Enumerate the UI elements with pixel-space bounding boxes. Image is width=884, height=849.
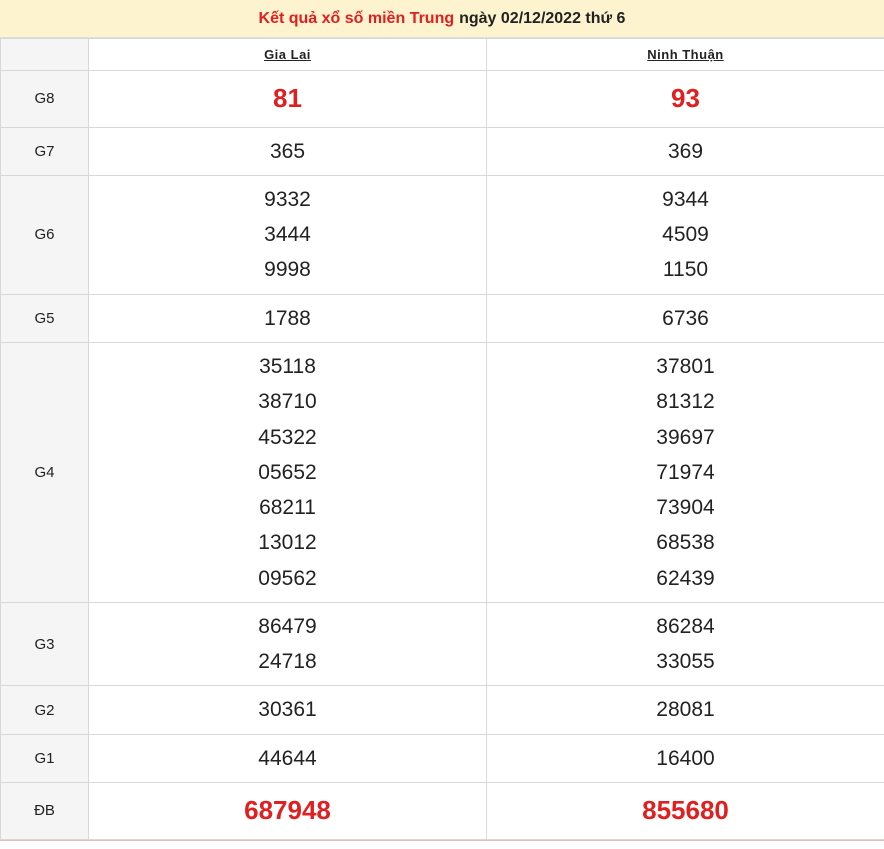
prize-label: G2 [1,686,89,734]
table-header [1,39,884,71]
page-title-region: Kết quả xổ số miền Trung [259,10,455,28]
lottery-number: 44644 [89,741,486,776]
lottery-number: 09562 [89,561,486,596]
lottery-number: 35118 [89,349,486,384]
footer-divider [0,840,884,849]
page-title-date: ngày 02/12/2022 thứ 6 [459,10,625,28]
prize-numbers-ninh-thuan [487,71,884,128]
lottery-number: 81312 [487,384,884,419]
prize-numbers-gia-lai [89,127,487,175]
lottery-number: 62439 [487,561,884,596]
prize-numbers-ninh-thuan [487,343,884,603]
lottery-number: 16400 [487,741,884,776]
table-row [1,127,884,175]
prize-label: ĐB [1,782,89,839]
prize-label: G7 [1,127,89,175]
lottery-number: 37801 [487,349,884,384]
column-header-province-1 [89,39,487,71]
lottery-number: 1150 [487,252,884,287]
lottery-results-table [0,38,884,840]
lottery-number: 9344 [487,182,884,217]
prize-numbers-gia-lai [89,686,487,734]
table-row [1,686,884,734]
prize-label: G6 [1,175,89,294]
prize-label: G3 [1,602,89,686]
lottery-number: 33055 [487,644,884,679]
lottery-number: 1788 [89,301,486,336]
lottery-number: 9332 [89,182,486,217]
province-name-gia-lai[interactable]: Gia Lai [264,47,311,62]
table-row [1,782,884,839]
lottery-number: 365 [89,134,486,169]
lottery-number: 39697 [487,420,884,455]
lottery-number: 13012 [89,525,486,560]
prize-numbers-ninh-thuan [487,175,884,294]
prize-numbers-ninh-thuan [487,127,884,175]
prize-label: G4 [1,343,89,603]
lottery-number: 93 [487,77,884,121]
lottery-number: 3444 [89,217,486,252]
lottery-number: 4509 [487,217,884,252]
lottery-number: 38710 [89,384,486,419]
prize-numbers-ninh-thuan [487,734,884,782]
column-header-province-2 [487,39,884,71]
table-header-row [1,39,884,71]
prize-numbers-ninh-thuan [487,602,884,686]
lottery-number: 30361 [89,692,486,727]
lottery-number: 24718 [89,644,486,679]
prize-numbers-gia-lai [89,782,487,839]
prize-numbers-gia-lai [89,175,487,294]
lottery-number: 68211 [89,490,486,525]
lottery-number: 9998 [89,252,486,287]
prize-numbers-ninh-thuan [487,294,884,342]
province-name-ninh-thuan[interactable]: Ninh Thuận [647,47,724,62]
prize-numbers-gia-lai [89,734,487,782]
column-header-prize [1,39,89,71]
lottery-number: 6736 [487,301,884,336]
lottery-number: 86479 [89,609,486,644]
lottery-number: 68538 [487,525,884,560]
lottery-number: 73904 [487,490,884,525]
page-header [0,0,884,38]
table-row [1,175,884,294]
table-row [1,294,884,342]
lottery-number: 28081 [487,692,884,727]
prize-numbers-gia-lai [89,602,487,686]
prize-numbers-ninh-thuan [487,686,884,734]
prize-numbers-gia-lai [89,294,487,342]
prize-label: G1 [1,734,89,782]
lottery-number: 81 [89,77,486,121]
prize-numbers-gia-lai [89,71,487,128]
table-body [1,71,884,840]
lottery-number: 05652 [89,455,486,490]
lottery-number: 855680 [487,789,884,833]
lottery-number: 45322 [89,420,486,455]
prize-label: G5 [1,294,89,342]
table-row [1,71,884,128]
prize-label: G8 [1,71,89,128]
prize-numbers-ninh-thuan [487,782,884,839]
lottery-number: 687948 [89,789,486,833]
prize-numbers-gia-lai [89,343,487,603]
table-row [1,734,884,782]
table-row [1,343,884,603]
lottery-number: 71974 [487,455,884,490]
lottery-number: 86284 [487,609,884,644]
table-row [1,602,884,686]
lottery-number: 369 [487,134,884,169]
